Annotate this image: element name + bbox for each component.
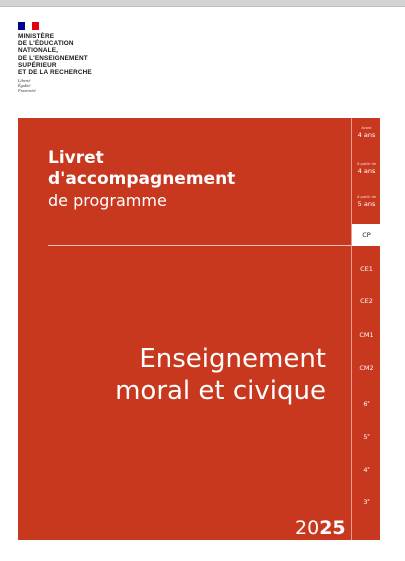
year-light: 20 xyxy=(295,517,320,539)
cover-panel xyxy=(18,118,380,540)
ministry-logo xyxy=(18,22,92,93)
level-suffix: e xyxy=(367,498,370,502)
level-index-strip xyxy=(351,118,380,540)
level-cm1[interactable] xyxy=(352,330,380,340)
subject-title-line: Enseignement xyxy=(139,344,326,374)
year-bold: 25 xyxy=(319,517,346,539)
subject-title-line: moral et civique xyxy=(115,376,326,406)
subject-title xyxy=(36,343,326,407)
level-grade: CE1 xyxy=(360,265,373,273)
level-ce1[interactable] xyxy=(352,264,380,274)
divider xyxy=(48,245,351,246)
level-cm2[interactable] xyxy=(352,363,380,373)
ministry-line: NATIONALE, xyxy=(18,47,59,55)
booklet-title-line: d'accompagnement xyxy=(48,169,236,189)
level-grade: CE2 xyxy=(360,297,373,305)
booklet-title xyxy=(48,148,235,211)
level-5e[interactable] xyxy=(352,430,380,442)
level-number: 5 xyxy=(363,433,368,441)
ministry-line: ET DE LA RECHERCHE xyxy=(18,69,92,77)
level-suffix: e xyxy=(367,466,370,470)
level-cp[interactable] xyxy=(352,224,380,246)
ministry-name xyxy=(18,33,92,76)
level-4e[interactable] xyxy=(352,463,380,475)
level-pre-text: À partir de xyxy=(356,195,377,199)
level-grade: CM1 xyxy=(359,331,374,339)
level-grade: CP xyxy=(362,231,371,239)
level-pre-text: Avant xyxy=(361,126,372,130)
level-pre-3[interactable] xyxy=(352,195,380,208)
level-6e[interactable] xyxy=(352,397,380,409)
level-number: 6 xyxy=(363,400,368,408)
french-flag-icon xyxy=(18,22,39,30)
level-grade: CM2 xyxy=(359,364,374,372)
ministry-line: DE L'ENSEIGNEMENT xyxy=(18,54,88,62)
ministry-line: MINISTÈRE xyxy=(18,33,55,40)
level-suffix: e xyxy=(367,400,370,404)
ministry-line: DE L'ÉDUCATION xyxy=(18,40,74,48)
ministry-line: SUPÉRIEUR xyxy=(18,61,57,69)
level-age: 5 ans xyxy=(357,200,376,208)
level-age: 4 ans xyxy=(357,131,376,139)
republic-motto xyxy=(18,78,92,93)
booklet-subtitle: de programme xyxy=(48,191,167,210)
level-number: 4 xyxy=(363,466,368,474)
year-label xyxy=(295,517,346,540)
cover-main-area xyxy=(18,118,351,540)
browser-top-bar xyxy=(0,0,405,7)
level-pre-text: À partir de xyxy=(356,162,377,166)
level-pre-2[interactable] xyxy=(352,162,380,175)
level-3e[interactable] xyxy=(352,495,380,507)
level-ce2[interactable] xyxy=(352,296,380,306)
level-suffix: e xyxy=(367,433,370,437)
booklet-title-line: Livret xyxy=(48,148,104,168)
level-number: 3 xyxy=(363,498,368,506)
level-pre-1[interactable] xyxy=(352,126,380,139)
motto-line: Fraternité xyxy=(18,88,36,94)
motto-line: Égalité xyxy=(18,83,31,89)
level-age: 4 ans xyxy=(357,167,376,175)
motto-line: Liberté xyxy=(18,78,31,84)
